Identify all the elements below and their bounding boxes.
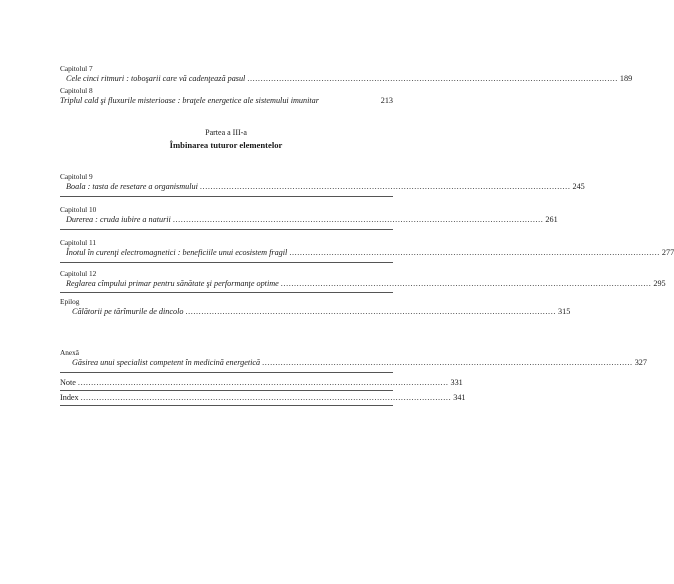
toc-row	[60, 377, 463, 388]
chapter-title: Reglarea cîmpului primar pentru sănătate şi performanţe optime	[66, 279, 279, 288]
chapter-label: Anexă	[60, 348, 80, 357]
divider	[60, 196, 393, 197]
toc-entry-chapter-11	[60, 238, 674, 258]
chapter-label: Capitolul 8	[60, 86, 93, 95]
page-number: 277	[661, 248, 674, 257]
toc-row	[60, 214, 558, 225]
toc-row	[60, 392, 466, 403]
section-title: Note	[60, 378, 76, 387]
chapter-title: Boala : tasta de resetare a organismului	[66, 182, 198, 191]
toc-entry-chapter-12	[60, 269, 666, 289]
dot-leader: ............................................................................................................................................	[289, 248, 660, 257]
page-number: 295	[653, 279, 666, 288]
page-number: 327	[634, 358, 647, 367]
toc-entry-note	[60, 377, 463, 388]
toc-row	[60, 181, 585, 192]
page-number: 245	[572, 182, 585, 191]
chapter-title: Durerea : cruda iubire a naturii	[66, 215, 171, 224]
page-number: 189	[619, 74, 633, 83]
divider	[60, 262, 393, 263]
section-title: Index	[60, 393, 79, 402]
dot-leader: ............................................................................................................................................	[172, 215, 544, 224]
dot-leader: ............................................................................................................................................	[199, 182, 571, 191]
part-label: Partea a III-a	[205, 128, 247, 137]
page-number: 315	[558, 307, 571, 316]
part-heading	[0, 128, 452, 150]
dot-leader: ............................................................................................................................................	[280, 279, 652, 288]
page-number: 341	[453, 393, 466, 402]
part-title: Îmbinarea tuturor elementelor	[169, 140, 283, 150]
chapter-title: Călătorii pe tărîmurile de dincolo	[72, 307, 184, 316]
toc-row	[60, 357, 647, 368]
chapter-label: Capitolul 12	[60, 269, 97, 278]
toc-entry-chapter-7	[60, 64, 633, 84]
page-number: 261	[545, 215, 558, 224]
toc-entry-index	[60, 392, 466, 403]
chapter-label: Capitolul 7	[60, 64, 93, 73]
toc-entry-chapter-8	[60, 86, 393, 106]
dot-leader: ............................................................................................................................................	[262, 358, 633, 367]
chapter-label: Epilog	[60, 297, 80, 306]
page-number: 213	[380, 96, 393, 105]
toc-row	[60, 247, 674, 258]
divider	[60, 292, 393, 293]
dot-leader: ............................................................................................................................................	[185, 307, 556, 316]
dot-leader: ............................................................................................................................................	[247, 74, 618, 83]
divider	[60, 390, 393, 391]
divider	[60, 372, 393, 373]
dot-leader: ............................................................................................................................................	[80, 393, 452, 402]
chapter-label: Capitolul 9	[60, 172, 93, 181]
toc-row	[60, 73, 633, 84]
chapter-title: Găsirea unui specialist competent în medicină energetică	[72, 358, 261, 367]
chapter-label: Capitolul 10	[60, 205, 97, 214]
toc-entry-annex	[60, 348, 647, 368]
chapter-label: Capitolul 11	[60, 238, 97, 247]
chapter-title: Înotul în curenţi electromagnetici : beneficiile unui ecosistem fragil	[66, 248, 288, 257]
toc-row	[60, 306, 571, 317]
toc-entry-chapter-10	[60, 205, 558, 225]
chapter-title: Triplul cald şi fluxurile misterioase : braţele energetice ale sistemului imunitar	[60, 96, 319, 105]
toc-row	[60, 278, 666, 289]
dot-leader: ............................................................................................................................................	[77, 378, 449, 387]
toc-entry-epilog	[60, 297, 571, 317]
toc-row	[60, 95, 393, 106]
divider	[60, 405, 393, 406]
chapter-title: Cele cinci ritmuri : toboşarii care vă cadenţează pasul	[66, 74, 246, 83]
divider	[60, 229, 393, 230]
page-number: 331	[450, 378, 463, 387]
toc-entry-chapter-9	[60, 172, 585, 192]
